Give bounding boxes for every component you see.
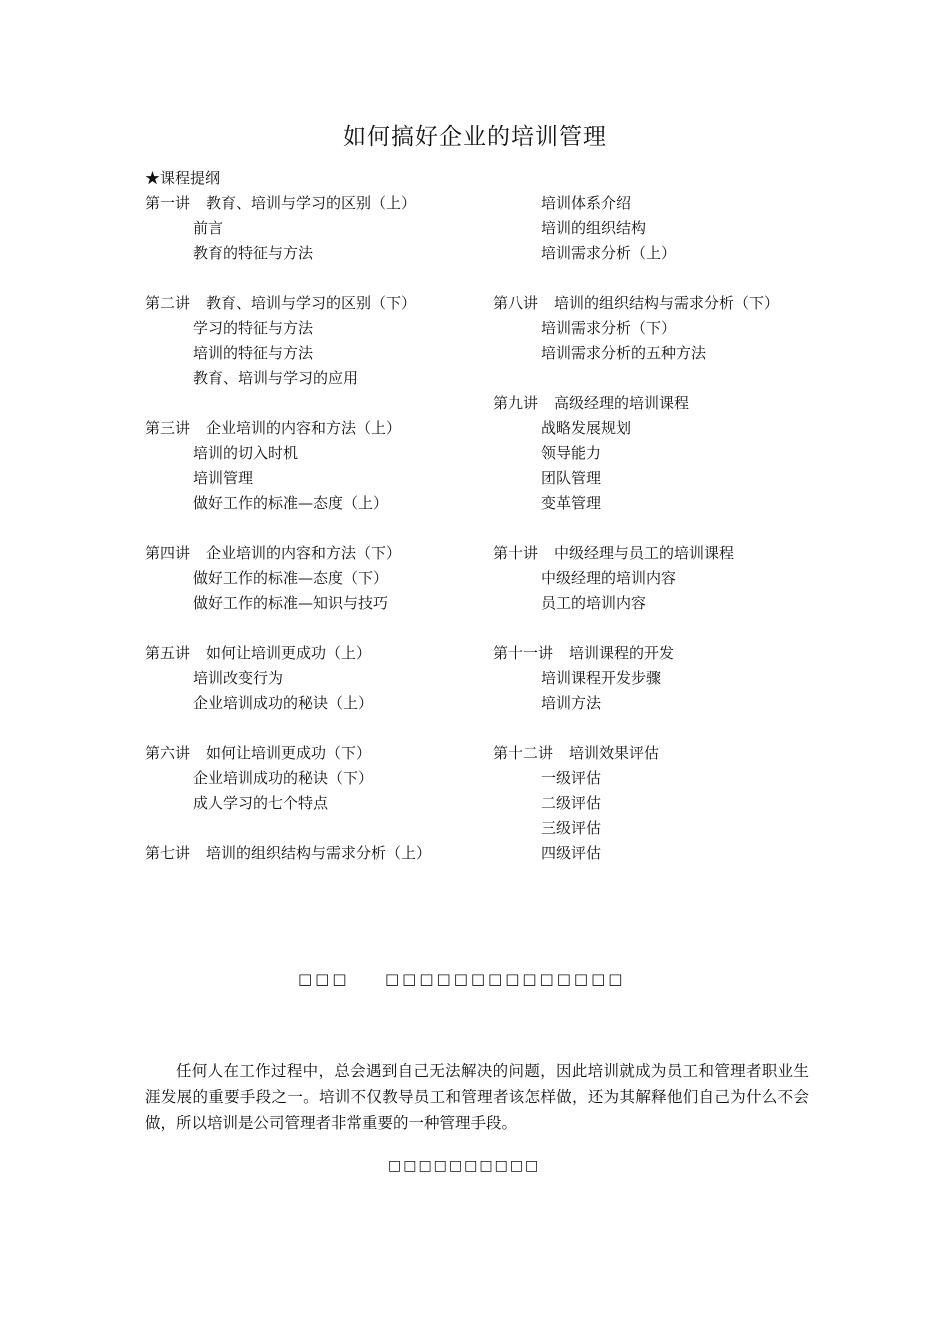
topic-item: 战略发展规划 — [541, 419, 632, 437]
lecture-heading — [493, 291, 833, 316]
lecture-number: 第一讲 — [145, 194, 191, 212]
lecture-title: 中级经理与员工的培训课程 — [554, 544, 735, 562]
topic-item: 领导能力 — [541, 444, 602, 462]
topic-item: 员工的培训内容 — [541, 594, 647, 612]
topic-item: 做好工作的标准—知识与技巧 — [193, 594, 389, 612]
lecture-title: 高级经理的培训课程 — [554, 394, 690, 412]
topic-item: 做好工作的标准—态度（下） — [193, 569, 389, 587]
lecture-number: 第六讲 — [145, 744, 191, 762]
lecture-number: 第九讲 — [493, 394, 539, 412]
topic-item: 中级经理的培训内容 — [541, 569, 677, 587]
spacer — [145, 266, 485, 291]
topic-item: 培训体系介绍 — [541, 194, 632, 212]
topic-item: 企业培训成功的秘诀（上） — [193, 694, 374, 712]
lecture-heading — [145, 191, 485, 216]
topic-item: 培训需求分析的五种方法 — [541, 344, 707, 362]
spacer — [145, 391, 485, 416]
lecture-title: 教育、培训与学习的区别（下） — [206, 294, 417, 312]
lecture-number: 第二讲 — [145, 294, 191, 312]
topic-item: 学习的特征与方法 — [193, 319, 314, 337]
section-heading-part-a: □□□ — [298, 970, 350, 988]
subheading: □□□□□□□□□□ — [388, 1158, 541, 1174]
spacer — [493, 266, 833, 291]
topic-item: 二级评估 — [541, 794, 602, 812]
lecture-title: 培训课程的开发 — [569, 644, 675, 662]
lecture-title: 培训效果评估 — [569, 744, 660, 762]
topic-item: 培训需求分析（下） — [541, 319, 677, 337]
topic-item: 培训课程开发步骤 — [541, 669, 662, 687]
outline-left-column — [145, 191, 485, 866]
spacer — [145, 516, 485, 541]
topic-item: 培训的特征与方法 — [193, 344, 314, 362]
lecture-title: 企业培训的内容和方法（上） — [206, 419, 402, 437]
lecture-heading — [145, 291, 485, 316]
spacer — [145, 616, 485, 641]
lecture-title: 培训的组织结构与需求分析（下） — [554, 294, 780, 312]
spacer — [493, 716, 833, 741]
lecture-number: 第三讲 — [145, 419, 191, 437]
lecture-heading — [145, 841, 485, 866]
topic-item: 培训需求分析（上） — [541, 244, 677, 262]
topic-item: 成人学习的七个特点 — [193, 794, 329, 812]
spacer — [145, 716, 485, 741]
lecture-heading — [145, 541, 485, 566]
spacer — [493, 616, 833, 641]
lecture-number: 第十一讲 — [493, 644, 554, 662]
outline-heading: ★课程提纲 — [145, 169, 221, 187]
section-heading-part-b: □□□□□□□□□□□□□□ — [385, 970, 626, 988]
topic-item: 培训的组织结构 — [541, 219, 647, 237]
lecture-heading — [493, 741, 833, 766]
lecture-title: 教育、培训与学习的区别（上） — [206, 194, 417, 212]
lecture-number: 第十讲 — [493, 544, 539, 562]
topic-item: 培训改变行为 — [193, 669, 284, 687]
lecture-number: 第五讲 — [145, 644, 191, 662]
lecture-heading — [145, 641, 485, 666]
lecture-heading — [493, 641, 833, 666]
lecture-title: 如何让培训更成功（上） — [206, 644, 372, 662]
lecture-number: 第八讲 — [493, 294, 539, 312]
lecture-heading — [145, 741, 485, 766]
topic-item: 一级评估 — [541, 769, 602, 787]
topic-item: 做好工作的标准—态度（上） — [193, 494, 389, 512]
lecture-heading — [493, 391, 833, 416]
lecture-number: 第四讲 — [145, 544, 191, 562]
lecture-title: 企业培训的内容和方法（下） — [206, 544, 402, 562]
lecture-heading — [145, 416, 485, 441]
topic-item: 四级评估 — [541, 844, 602, 862]
topic-item: 培训的切入时机 — [193, 444, 299, 462]
topic-item: 三级评估 — [541, 819, 602, 837]
lecture-number: 第七讲 — [145, 844, 191, 862]
topic-item: 变革管理 — [541, 494, 602, 512]
spacer — [145, 816, 485, 841]
lecture-title: 如何让培训更成功（下） — [206, 744, 372, 762]
body-paragraph: 任何人在工作过程中，总会遇到自己无法解决的问题，因此培训就成为员工和管理者职业生涯发展的重要手段之一。培训不仅教导员工和管理者该怎样做，还为其解释他们自己为什么不会做，所以培训是公司管理者非常重要的一种管理手段。 — [145, 1062, 809, 1132]
topic-item: 培训管理 — [193, 469, 254, 487]
document-title: 如何搞好企业的培训管理 — [343, 124, 607, 150]
topic-item: 培训方法 — [541, 694, 602, 712]
topic-item: 教育的特征与方法 — [193, 244, 314, 262]
topic-item: 教育、培训与学习的应用 — [193, 369, 359, 387]
lecture-number: 第十二讲 — [493, 744, 554, 762]
spacer — [493, 516, 833, 541]
outline-right-column — [493, 191, 833, 866]
lecture-heading — [493, 541, 833, 566]
topic-item: 前言 — [193, 219, 224, 237]
lecture-title: 培训的组织结构与需求分析（上） — [206, 844, 432, 862]
topic-item: 团队管理 — [541, 469, 602, 487]
spacer — [493, 366, 833, 391]
topic-item: 企业培训成功的秘诀（下） — [193, 769, 374, 787]
